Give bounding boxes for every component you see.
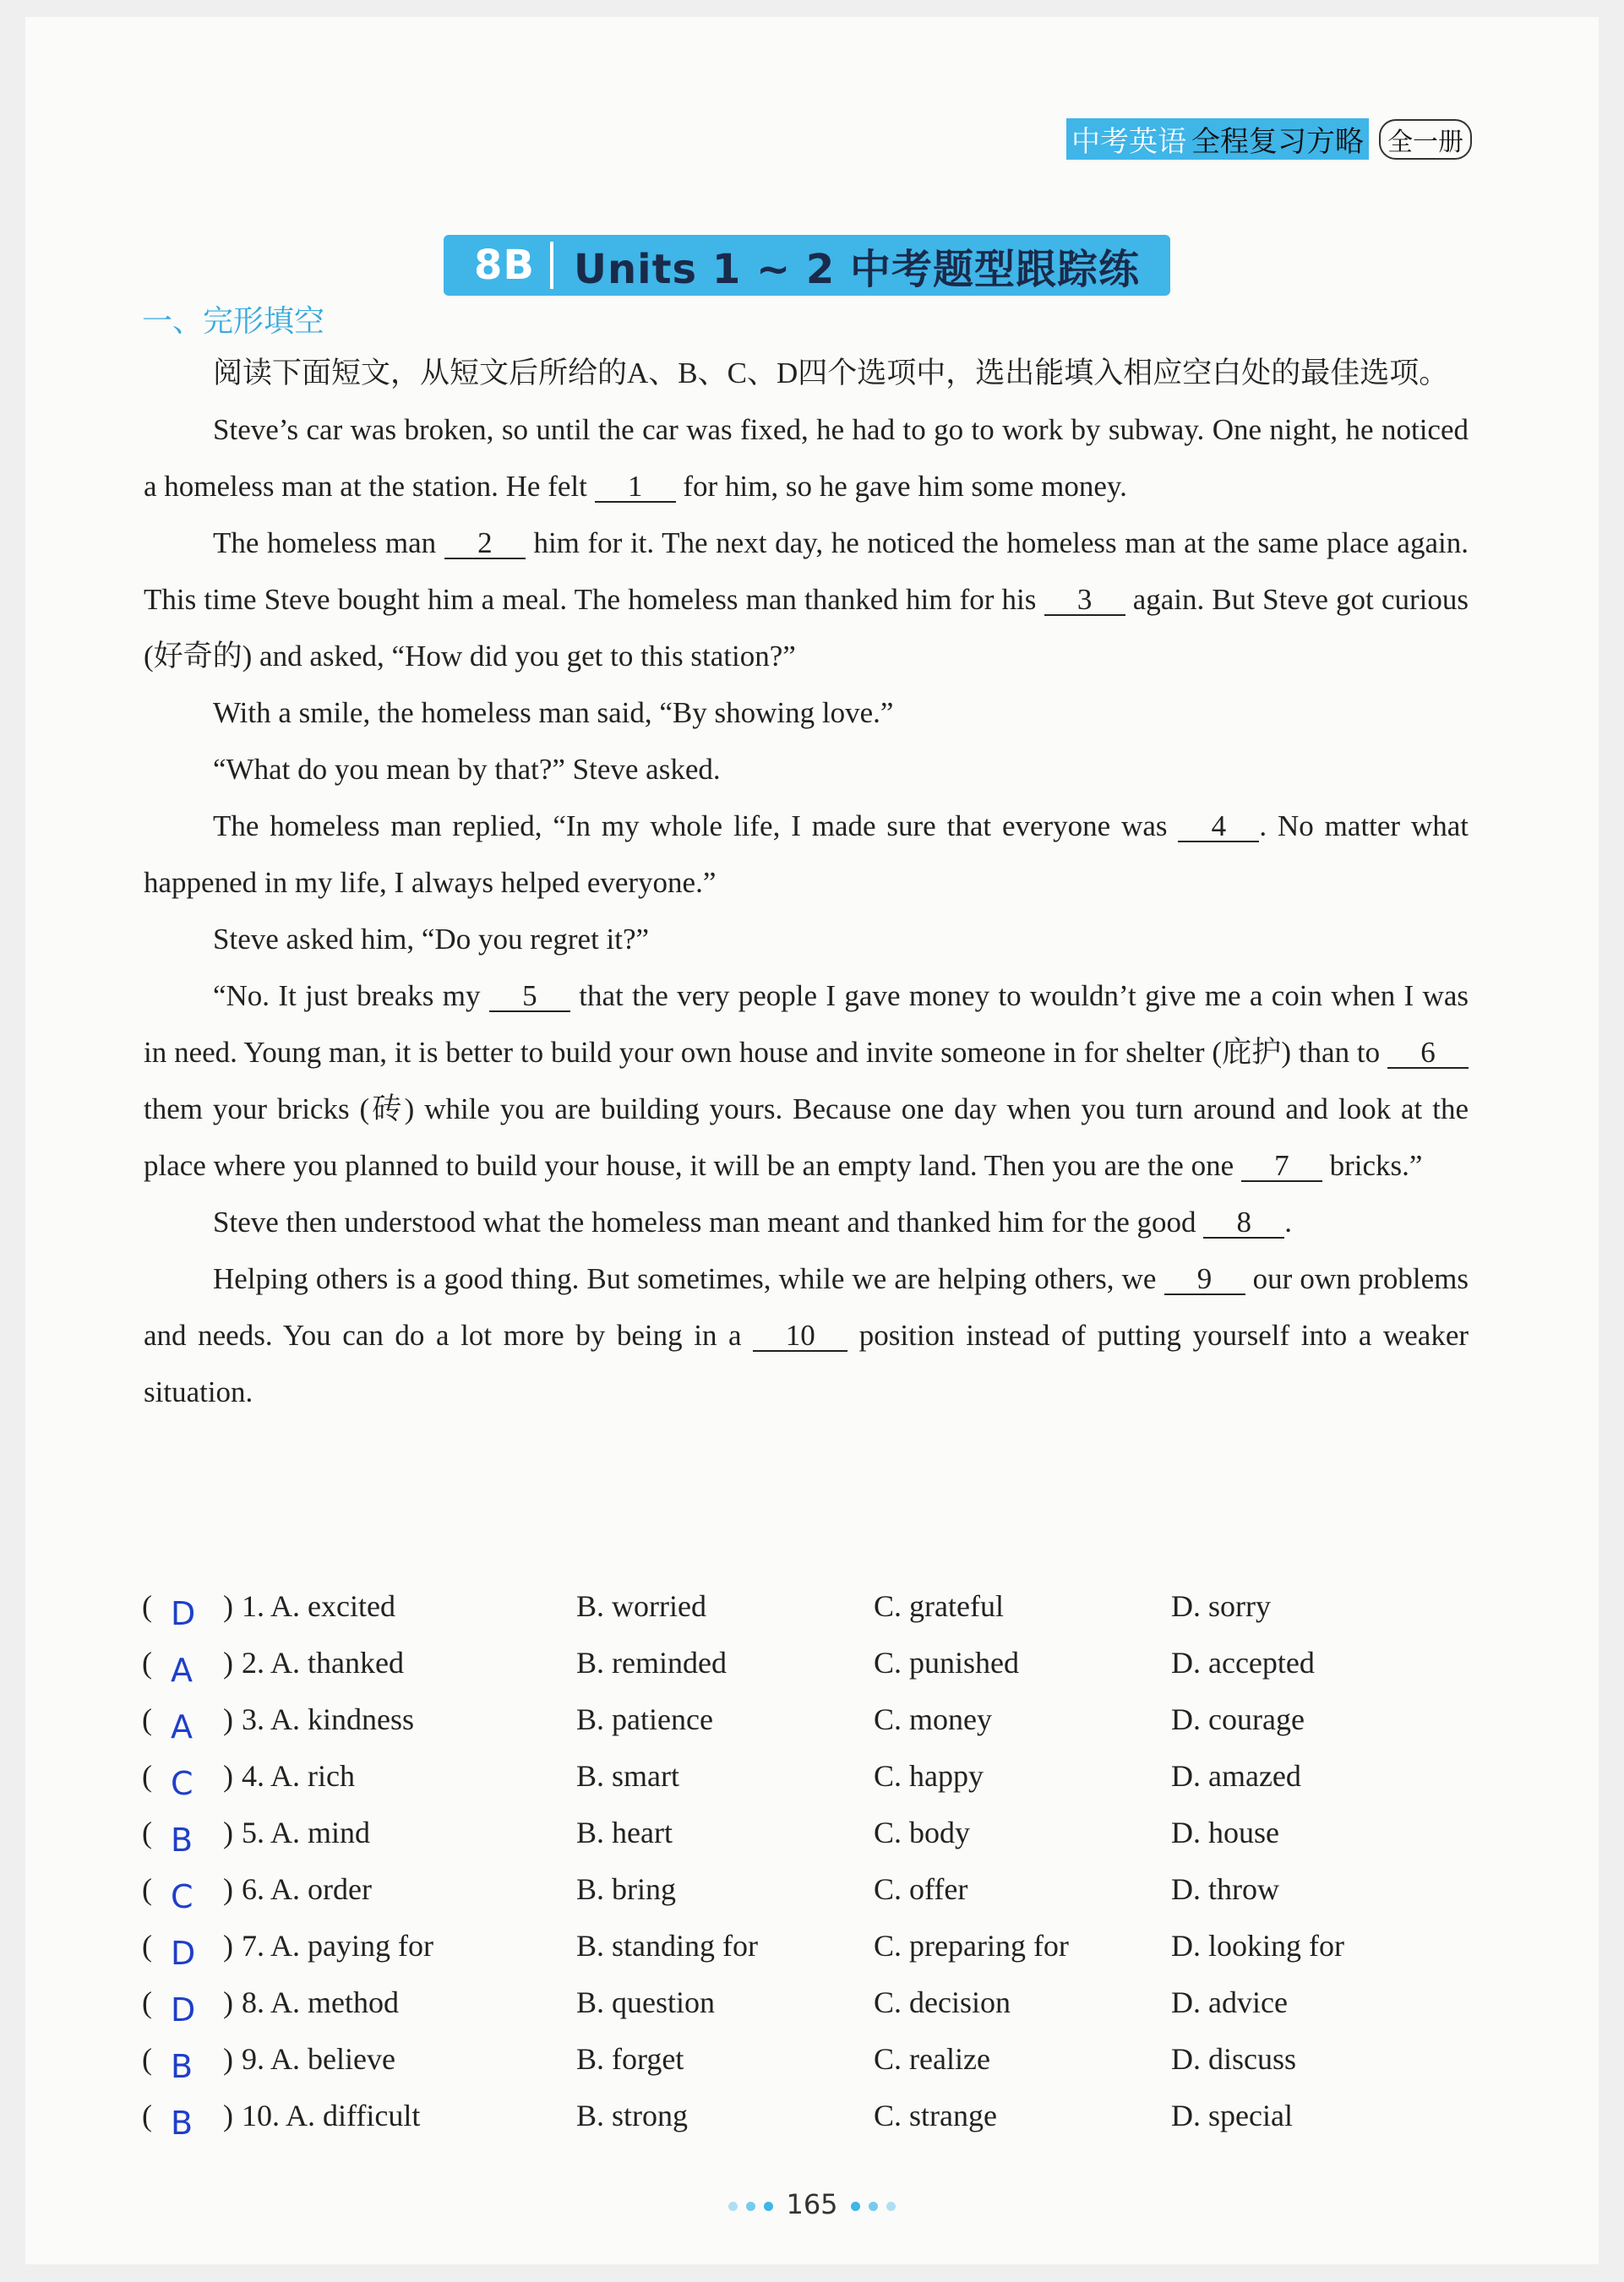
- passage-text: Steve’s car was broken, so until the car was fixed, he had to go to work by subway. One night, he noticed a homeless man at the station. He felt: [144, 413, 1469, 503]
- option-a: 7. A. paying for: [242, 1929, 433, 1963]
- option-b: B. bring: [576, 1872, 677, 1906]
- question-row: [142, 1928, 1477, 1985]
- option-d: D. courage: [1171, 1702, 1305, 1736]
- book-header: [1066, 118, 1472, 160]
- header-badge: 全一册: [1379, 119, 1472, 160]
- passage-text: Helping others is a good thing. But sometimes, while we are helping others, we: [213, 1262, 1164, 1295]
- passage-text: bricks.”: [1322, 1149, 1423, 1182]
- passage-paragraph: [144, 741, 1469, 798]
- option-c: C. grateful: [874, 1589, 1004, 1623]
- option-d: D. accepted: [1171, 1646, 1315, 1680]
- dot-icon: [728, 2202, 738, 2211]
- option-b: B. strong: [576, 2099, 689, 2132]
- paren-open: (: [142, 2042, 152, 2076]
- question-row: [142, 1815, 1477, 1871]
- instructions: 阅读下面短文，从短文后所给的A、B、C、D四个选项中，选出能填入相应空白处的最佳选项。: [213, 357, 1449, 389]
- unit-code: 8B: [474, 242, 553, 289]
- option-c: C. punished: [874, 1646, 1020, 1680]
- option-d: D. special: [1171, 2099, 1293, 2132]
- paren-open: (: [142, 1759, 152, 1793]
- question-row: [142, 2041, 1477, 2098]
- option-a: 4. A. rich: [242, 1759, 355, 1793]
- passage: [144, 345, 1469, 1420]
- question-row: [142, 1588, 1477, 1645]
- answer-mark: B: [171, 2105, 193, 2142]
- page-footer: [0, 2188, 1624, 2220]
- blank-4: 4: [1178, 812, 1259, 842]
- blank-2: 2: [444, 529, 526, 559]
- header-series: 中考英语: [1066, 118, 1191, 160]
- question-row: [142, 2098, 1477, 2154]
- paren-close: ): [223, 1929, 233, 1963]
- option-a: 8. A. method: [242, 1985, 399, 2019]
- answer-mark: D: [171, 1935, 196, 1972]
- question-row: [142, 1702, 1477, 1758]
- option-a: 6. A. order: [242, 1872, 372, 1906]
- passage-text: The homeless man replied, “In my whole life, I made sure that everyone was: [213, 809, 1179, 842]
- answer-mark: A: [171, 1708, 193, 1746]
- paren-close: ): [223, 1646, 233, 1680]
- blank-8: 8: [1203, 1208, 1284, 1239]
- option-c: C. realize: [874, 2042, 990, 2076]
- blank-6: 6: [1387, 1038, 1469, 1069]
- option-a: 3. A. kindness: [242, 1702, 415, 1736]
- paren-open: (: [142, 1816, 152, 1849]
- passage-body: [144, 401, 1469, 1420]
- dot-icon: [764, 2202, 773, 2211]
- unit-title: Units 1 ~ 2 中考题型跟踪练: [574, 245, 1140, 293]
- passage-text: Steve then understood what the homeless man meant and thanked him for the good: [213, 1206, 1204, 1239]
- option-b: B. heart: [576, 1816, 673, 1849]
- option-b: B. reminded: [576, 1646, 727, 1680]
- dot-icon: [746, 2202, 755, 2211]
- passage-paragraph: [144, 798, 1469, 911]
- option-b: B. smart: [576, 1759, 679, 1793]
- dot-icon: [851, 2202, 860, 2211]
- paren-close: ): [223, 2099, 233, 2132]
- passage-paragraph: [144, 684, 1469, 741]
- option-d: D. looking for: [1171, 1929, 1344, 1963]
- passage-paragraph: [144, 967, 1469, 1194]
- option-b: B. forget: [576, 2042, 684, 2076]
- option-d: D. throw: [1171, 1872, 1279, 1906]
- question-list: [142, 1588, 1477, 2154]
- answer-mark: D: [171, 1991, 196, 2029]
- option-b: B. patience: [576, 1702, 713, 1736]
- answer-mark: C: [171, 1765, 193, 1802]
- option-d: D. sorry: [1171, 1589, 1271, 1623]
- passage-paragraph: [144, 1250, 1469, 1420]
- dot-icon: [886, 2202, 896, 2211]
- dot-icon: [869, 2202, 878, 2211]
- option-c: C. preparing for: [874, 1929, 1069, 1963]
- option-c: C. money: [874, 1702, 992, 1736]
- paren-open: (: [142, 1646, 152, 1680]
- paren-close: ): [223, 1589, 233, 1623]
- passage-text: again. But Steve got curious (好奇的) and asked, “How did you get to this station?”: [144, 583, 1469, 673]
- option-a: 9. A. believe: [242, 2042, 395, 2076]
- blank-9: 9: [1164, 1265, 1245, 1295]
- paren-close: ): [223, 1985, 233, 2019]
- passage-text: .: [1284, 1206, 1292, 1239]
- passage-text: them your bricks (砖) while you are building yours. Because one day when you turn around and look at the place where you planned to build your house, it will be an empty land. Then you are the one: [144, 1092, 1469, 1182]
- option-a: 5. A. mind: [242, 1816, 371, 1849]
- answer-mark: C: [171, 1878, 193, 1915]
- paren-close: ): [223, 1702, 233, 1736]
- blank-10: 10: [753, 1321, 847, 1352]
- passage-paragraph: [144, 515, 1469, 684]
- answer-mark: B: [171, 1822, 193, 1859]
- blank-7: 7: [1241, 1152, 1322, 1182]
- paren-open: (: [142, 1702, 152, 1736]
- paren-open: (: [142, 1985, 152, 2019]
- option-d: D. house: [1171, 1816, 1279, 1849]
- option-c: C. offer: [874, 1872, 968, 1906]
- paren-close: ): [223, 1872, 233, 1906]
- passage-text: “No. It just breaks my: [213, 979, 489, 1012]
- passage-text: Steve asked him, “Do you regret it?”: [213, 923, 650, 956]
- option-c: C. strange: [874, 2099, 997, 2132]
- passage-paragraph: [144, 911, 1469, 967]
- page-number: 165: [786, 2188, 838, 2220]
- header-subtitle: 全程复习方略: [1191, 118, 1369, 160]
- passage-text: for him, so he gave him some money.: [675, 470, 1127, 503]
- blank-1: 1: [595, 472, 676, 503]
- passage-text: . No matter what happened in my life, I always helped everyone.”: [144, 809, 1469, 899]
- option-a: 1. A. excited: [242, 1589, 395, 1623]
- paren-open: (: [142, 1589, 152, 1623]
- option-c: C. happy: [874, 1759, 984, 1793]
- paren-open: (: [142, 2099, 152, 2132]
- option-b: B. standing for: [576, 1929, 758, 1963]
- option-d: D. amazed: [1171, 1759, 1301, 1793]
- paren-close: ): [223, 1816, 233, 1849]
- option-b: B. worried: [576, 1589, 706, 1623]
- passage-text: The homeless man: [213, 526, 444, 559]
- question-row: [142, 1871, 1477, 1928]
- option-a: 2. A. thanked: [242, 1646, 404, 1680]
- paren-close: ): [223, 2042, 233, 2076]
- option-c: C. decision: [874, 1985, 1011, 2019]
- question-row: [142, 1645, 1477, 1702]
- passage-text: “What do you mean by that?” Steve asked.: [213, 753, 721, 786]
- passage-paragraph: [144, 1194, 1469, 1250]
- passage-text: our own problems and needs. You can do a lot more by being in a: [144, 1262, 1469, 1352]
- question-row: [142, 1758, 1477, 1815]
- passage-paragraph: [144, 401, 1469, 515]
- option-d: D. advice: [1171, 1985, 1288, 2019]
- question-row: [142, 1985, 1477, 2041]
- option-b: B. question: [576, 1985, 716, 2019]
- paren-close: ): [223, 1759, 233, 1793]
- passage-text: him for it. The next day, he noticed the homeless man at the same place again. This time Steve bought him a meal. The homeless man thanked him for his: [144, 526, 1469, 616]
- answer-mark: D: [171, 1595, 196, 1632]
- option-c: C. body: [874, 1816, 971, 1849]
- passage-text: With a smile, the homeless man said, “By showing love.”: [213, 696, 894, 729]
- section-title: 一、完形填空: [142, 304, 325, 339]
- passage-text: that the very people I gave money to wouldn’t give me a coin when I was in need. Young man, it is better to build your own house and invite someone in for shelter (庇护) than to: [144, 979, 1469, 1069]
- answer-mark: B: [171, 2048, 193, 2085]
- blank-3: 3: [1044, 585, 1125, 616]
- option-a: 10. A. difficult: [242, 2099, 421, 2132]
- option-d: D. discuss: [1171, 2042, 1297, 2076]
- passage-text: position instead of putting yourself into a weaker situation.: [144, 1319, 1469, 1408]
- answer-mark: A: [171, 1652, 193, 1689]
- unit-banner: [444, 235, 1170, 296]
- blank-5: 5: [489, 982, 570, 1012]
- paren-open: (: [142, 1872, 152, 1906]
- paren-open: (: [142, 1929, 152, 1963]
